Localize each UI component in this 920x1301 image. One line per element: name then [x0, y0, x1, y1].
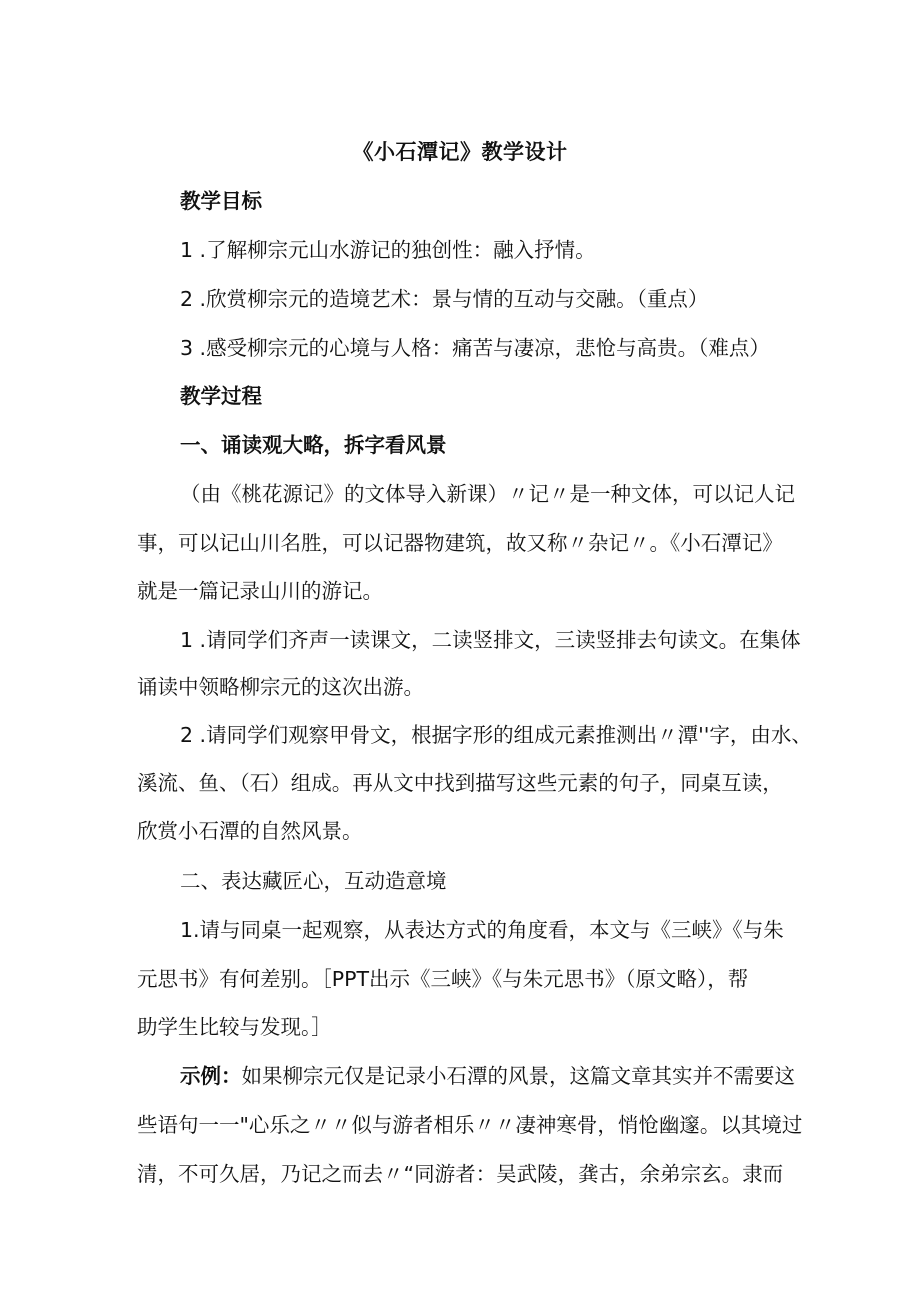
goal-item-2: 2 .欣赏柳宗元的造境艺术：景与情的互动与交融。（重点）	[180, 287, 709, 311]
part2-heading: 二、表达藏匠心，互动造意境	[180, 869, 447, 893]
example-line-1	[180, 1061, 840, 1091]
intro-line-1: （由《桃花源记》的文体导入新课）〃记〃是一种文体，可以记人记	[180, 482, 795, 506]
example-line-3: 清，不可久居，乃记之而去〃“同游者：吴武陵，龚古，余弟宗玄。隶而	[137, 1162, 784, 1186]
step1-line-1: 1 .请同学们齐声一读课文，二读竖排文，三读竖排去句读文。在集体	[180, 628, 801, 652]
part2-line-1: 1.请与同桌一起观察，从表达方式的角度看，本文与《三峡》《与朱	[180, 918, 784, 942]
intro-line-3: 就是一篇记录山川的游记。	[137, 579, 383, 603]
part2-line-3: 助学生比较与发现。］	[137, 1015, 332, 1039]
document-title: 《小石潭记》教学设计	[352, 140, 568, 164]
step2-line-2: 溪流、鱼、（石）组成。再从文中找到描写这些元素的句子，同桌互读，	[137, 771, 783, 795]
goal-item-3: 3 .感受柳宗元的心境与人格：痛苦与凄凉，悲怆与高贵。（难点）	[180, 336, 770, 360]
part2-line-2: 元思书》有何差别。［PPT出示《三峡》《与朱元思书》（原文略），帮	[137, 967, 749, 991]
step2-line-1: 2 .请同学们观察甲骨文，根据字形的组成元素推测出〃潭''字，由水、	[180, 723, 812, 747]
goals-heading: 教学目标	[180, 189, 262, 213]
process-heading: 教学过程	[180, 384, 262, 408]
step1-line-2: 诵读中领略柳宗元的这次出游。	[137, 675, 424, 699]
intro-line-2: 事，可以记山川名胜，可以记器物建筑，故又称〃杂记〃。《小石潭记》	[137, 531, 783, 555]
example-line-2: 些语句一一"心乐之〃〃似与游者相乐〃〃凄神寒骨，悄怆幽邃。以其境过	[137, 1113, 803, 1137]
part1-heading: 一、诵读观大略，拆字看风景	[180, 433, 447, 457]
goal-item-1: 1 .了解柳宗元山水游记的独创性：融入抒情。	[180, 238, 596, 262]
example-text-1: 如果柳宗元仅是记录小石潭的风景，这篇文章其实并不需要这	[241, 1064, 795, 1088]
example-label: 示例：	[180, 1064, 242, 1088]
step2-line-3: 欣赏小石潭的自然风景。	[137, 819, 363, 843]
